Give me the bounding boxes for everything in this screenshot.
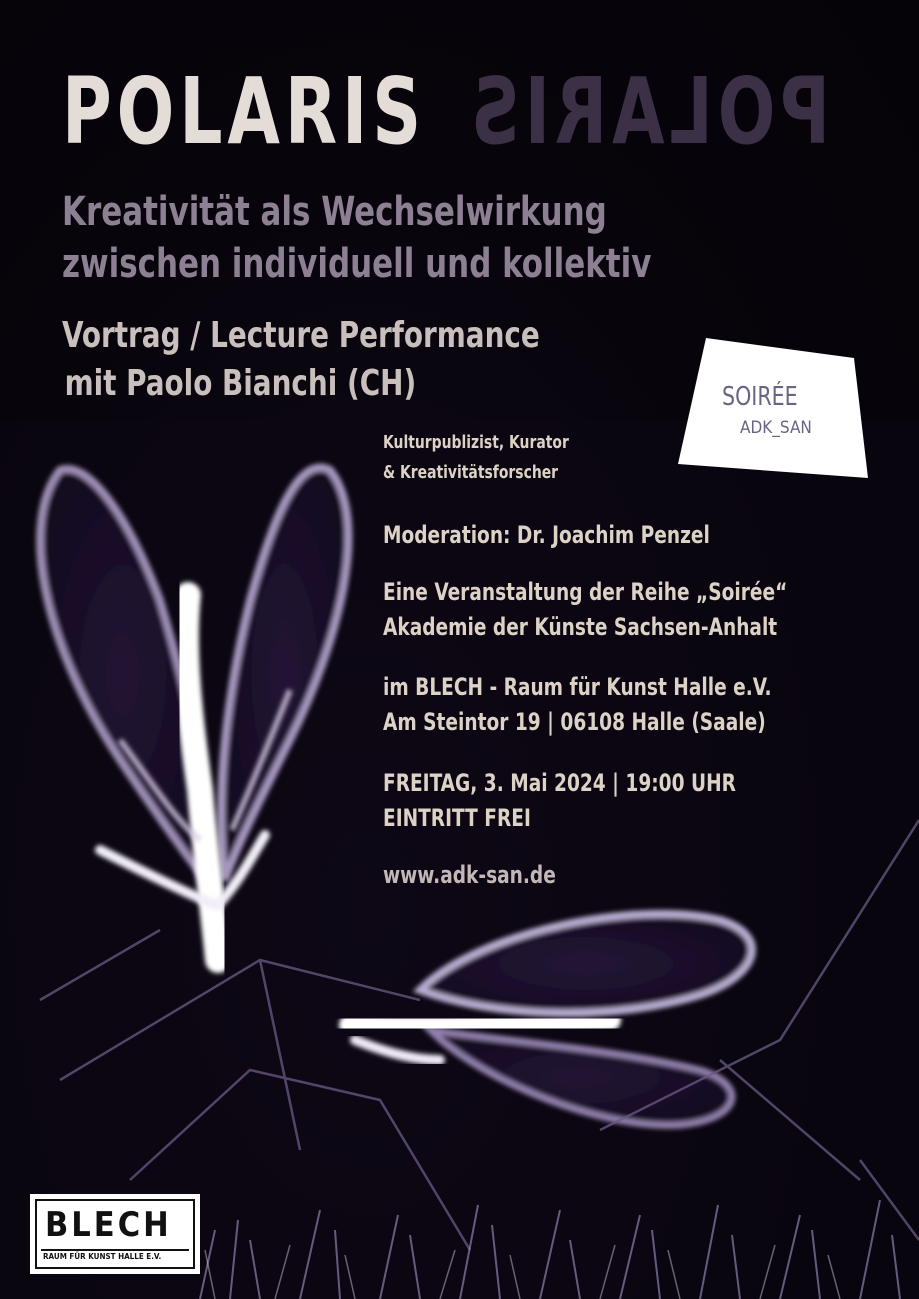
poster-title-mirrored xyxy=(466,58,831,165)
blech-logo xyxy=(30,1194,200,1274)
date-info xyxy=(383,766,813,836)
date-line: FREITAG, 3. Mai 2024 | 19:00 UHR xyxy=(383,769,736,797)
soiree-badge-title: SOIRÉE xyxy=(722,382,798,412)
venue-info xyxy=(383,670,813,740)
subtitle-line-2: zwischen individuell und kollektiv xyxy=(62,241,652,287)
poster-subtitle xyxy=(62,186,767,290)
soiree-badge-subtitle: ADK_SAN xyxy=(740,418,812,438)
website xyxy=(383,858,813,893)
series-line-2: Akademie der Künste Sachsen-Anhalt xyxy=(383,613,778,641)
lecture-heading xyxy=(62,312,540,408)
blech-logo-word: BLECH xyxy=(45,1205,172,1245)
speaker-role-line-2: & Kreativitätsforscher xyxy=(383,462,559,483)
venue-line-1: im BLECH - Raum für Kunst Halle e.V. xyxy=(383,673,772,701)
moderation-text: Moderation: Dr. Joachim Penzel xyxy=(383,521,710,549)
speaker-role xyxy=(383,428,813,488)
admission-line: EINTRITT FREI xyxy=(383,804,531,832)
lecture-line-2: mit Paolo Bianchi (CH) xyxy=(64,363,417,404)
lecture-line-1: Vortrag / Lecture Performance xyxy=(62,315,540,356)
speaker-role-line-1: Kulturpublizist, Kurator xyxy=(383,432,569,453)
poster-title: POLARIS xyxy=(62,58,427,165)
website-link: www.adk-san.de xyxy=(383,861,556,889)
venue-line-2: Am Steintor 19 | 06108 Halle (Saale) xyxy=(383,708,766,736)
series-info xyxy=(383,575,813,645)
moderation xyxy=(383,518,813,553)
subtitle-line-1: Kreativität als Wechselwirkung xyxy=(62,189,607,235)
blech-logo-subtitle: RAUM FÜR KUNST HALLE E.V. xyxy=(43,1252,162,1261)
blech-logo-frame xyxy=(35,1199,195,1269)
series-line-1: Eine Veranstaltung der Reihe „Soirée“ xyxy=(383,578,788,606)
poster-title-mirrored-text: POLARIS xyxy=(466,58,831,165)
title-row xyxy=(62,58,862,172)
